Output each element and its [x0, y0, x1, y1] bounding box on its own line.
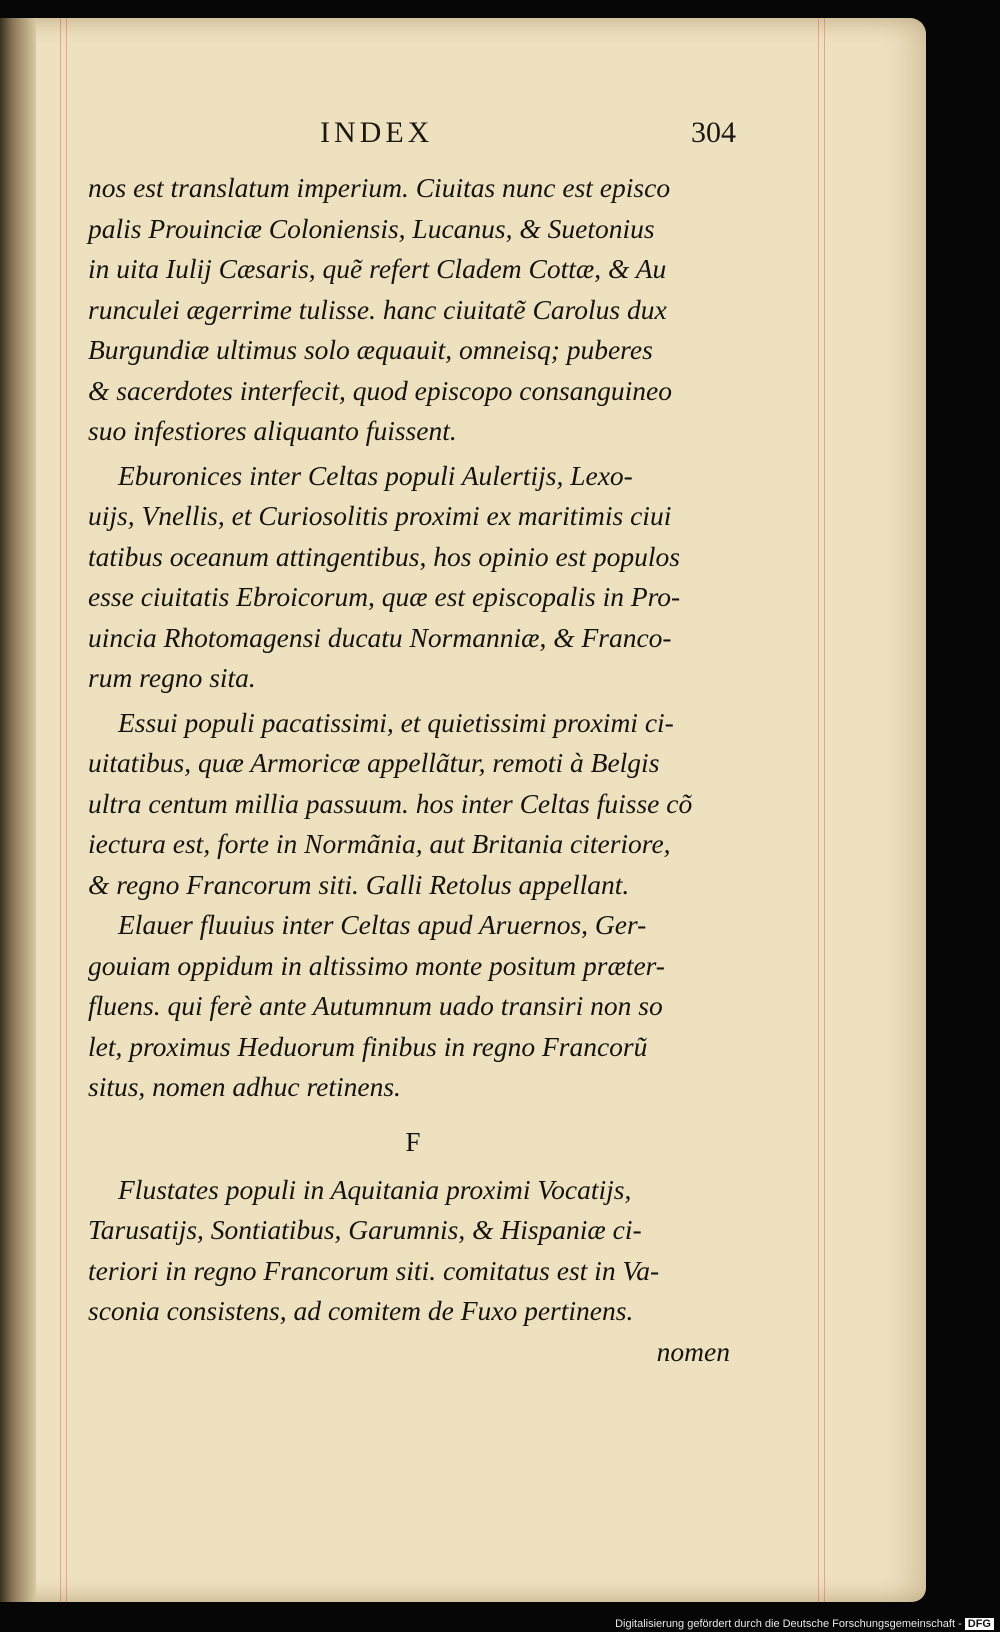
- text-line: let, proximus Heduorum finibus in regno Francorũ: [88, 1030, 648, 1062]
- page-header: [320, 116, 736, 162]
- text-line: uijs, Vnellis, et Curiosolitis proximi ex maritimis ciui: [88, 500, 672, 531]
- text-line: Tarusatijs, Sontiatibus, Garumnis, & Hispaniæ ci-: [88, 1214, 642, 1245]
- text-line: Burgundiæ ultimus solo æquauit, omneisq; puberes: [88, 334, 653, 365]
- text-line: ultra centum millia passuum. hos inter Celtas fuisse cõ: [88, 787, 693, 819]
- text-line: & regno Francorum siti. Galli Retolus appellant.: [88, 868, 630, 900]
- text-line: nos est translatum imperium. Ciuitas nunc est episco: [88, 172, 671, 203]
- body-text: [88, 168, 738, 1372]
- text-line: rum regno sita.: [88, 662, 256, 693]
- dfg-logo: DFG: [965, 1618, 994, 1630]
- page-number: 304: [691, 116, 736, 149]
- margin-rule-left: [60, 18, 61, 1602]
- book-page: [0, 18, 926, 1602]
- text-line: teriori in regno Francorum siti. comitatus est in Va-: [88, 1254, 660, 1286]
- text-line: in uita Iulij Cæsaris, quẽ refert Cladem Cottæ, & Au: [88, 253, 667, 284]
- section-letter: F: [405, 1126, 421, 1157]
- text-line: suo infestiores aliquanto fuissent.: [88, 415, 457, 446]
- text-line: runculei ægerrime tulisse. hanc ciuitatẽ Carolus dux: [88, 293, 667, 325]
- text-line: sconia consistens, ad comitem de Fuxo pertinens.: [88, 1295, 634, 1326]
- catchword: nomen: [656, 1335, 730, 1367]
- text-line: & sacerdotes interfecit, quod episcopo consanguineo: [88, 374, 673, 406]
- text-line: tatibus oceanum attingentibus, hos opinio est populos: [88, 540, 681, 572]
- credit-text: Digitalisierung gefördert durch die Deutsche Forschungsgemeinschaft -: [615, 1618, 962, 1630]
- text-line: fluens. qui ferè ante Autumnum uado transiri non so: [88, 990, 663, 1021]
- text-line: palis Prouinciæ Coloniensis, Lucanus, & Suetonius: [88, 212, 655, 244]
- page-gutter-shadow: [0, 18, 36, 1602]
- text-line: esse ciuitatis Ebroicorum, quæ est episcopalis in Pro-: [88, 581, 681, 612]
- entry-eburonices: Eburonices inter Celtas populi Aulertijs, Lexo-: [118, 459, 633, 491]
- entry-flustates: Flustates populi in Aquitania proximi Vocatijs,: [118, 1173, 632, 1205]
- text-line: uitatibus, quæ Armoricæ appellãtur, remoti à Belgis: [88, 747, 660, 778]
- margin-rule-right-inner: [824, 18, 825, 1602]
- text-line: uincia Rhotomagensi ducatu Normanniæ, & Franco-: [88, 621, 672, 653]
- text-line: gouiam oppidum in altissimo monte positum præter-: [88, 949, 665, 981]
- margin-rule-left-inner: [66, 18, 67, 1602]
- digitization-credit: [615, 1618, 994, 1630]
- margin-rule-right: [818, 18, 819, 1602]
- entry-elauer: Elauer fluuius inter Celtas apud Aruernos, Ger-: [118, 909, 647, 940]
- running-title: INDEX: [320, 116, 434, 149]
- text-line: situs, nomen adhuc retinens.: [88, 1071, 401, 1102]
- text-line: iectura est, forte in Normãnia, aut Britania citeriore,: [88, 828, 671, 859]
- entry-essui: Essui populi pacatissimi, et quietissimi proximi ci-: [118, 706, 674, 738]
